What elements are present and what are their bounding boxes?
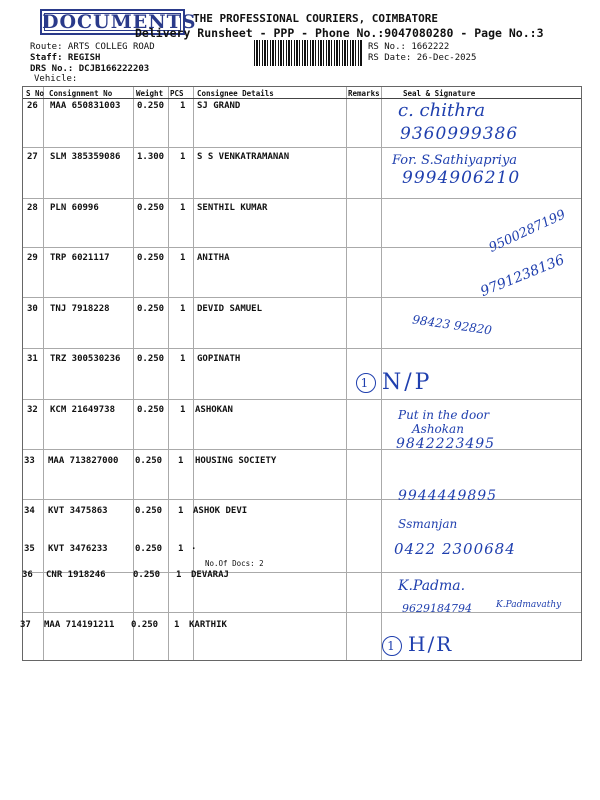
signature-26-name: c. chithra (398, 100, 486, 121)
cell-consignee: ANITHA (197, 253, 230, 263)
cell-pcs: 1 (180, 152, 186, 162)
signature-36-fullname: K.Padmavathy (496, 600, 562, 610)
signature-29-phone: 9791238136 (478, 251, 567, 301)
cell-consignment: SLM 385359086 (50, 152, 121, 162)
signature-34-name: Ssmanjan (398, 517, 458, 531)
header-weight: Weight (136, 89, 164, 98)
runsheet-subtitle: Delivery Runsheet - PPP - Phone No.:9047080280 - Page No.:3 (135, 26, 544, 40)
signature-32-name: Ashokan (412, 422, 464, 436)
cell-pcs: 1 (180, 304, 186, 314)
cell-consignee: DEVID SAMUEL (197, 304, 263, 314)
cell-sno: 33 (24, 456, 35, 466)
cell-weight: 0.250 (137, 405, 165, 415)
row-divider (23, 348, 581, 349)
route-text: Route: ARTS COLLEG ROAD (30, 42, 155, 52)
cell-sno: 27 (27, 152, 38, 162)
cell-weight: 0.250 (135, 456, 163, 466)
rs-no-text: RS No.: 1662222 (368, 42, 450, 52)
stamp-text: DOCUMENTS (42, 11, 197, 33)
cell-weight: 1.300 (137, 152, 165, 162)
cell-consignment: KCM 21649738 (50, 405, 116, 415)
circle-mark-icon: 1 (356, 373, 376, 393)
vehicle-text: Vehicle: (34, 74, 78, 84)
cell-consignee: SENTHIL KUMAR (197, 203, 268, 213)
cell-weight: 0.250 (137, 304, 165, 314)
header-pcs: PCS (170, 89, 184, 98)
cell-pcs: 1 (174, 620, 180, 630)
header-consignment: Consignment No (49, 89, 113, 98)
signature-35-phone: 0422 2300684 (394, 540, 516, 558)
cell-consignment: MAA 650831003 (50, 101, 121, 111)
cell-pcs: 1 (180, 405, 186, 415)
row-divider (23, 612, 581, 613)
cell-weight: 0.250 (131, 620, 159, 630)
signature-27-phone: 9994906210 (402, 168, 521, 188)
cell-sno: 31 (27, 354, 38, 364)
signature-27-name: For. S.Sathiyapriya (392, 153, 518, 168)
cell-pcs: 1 (176, 570, 182, 580)
cell-weight: 0.250 (133, 570, 161, 580)
header-sno: S No (26, 89, 45, 98)
cell-weight: 0.250 (135, 544, 163, 554)
row-divider (23, 198, 581, 199)
cell-consignment: KVT 3475863 (48, 506, 108, 516)
cell-sno: 37 (20, 620, 31, 630)
row-divider (23, 499, 581, 500)
signature-32-phone: 9842223495 (396, 436, 496, 452)
signature-26-phone: 9360999386 (400, 124, 519, 144)
signature-28-phone: 9500287199 (486, 207, 569, 256)
cell-pcs: 1 (180, 253, 186, 263)
cell-sno: 28 (27, 203, 38, 213)
cell-sno: 29 (27, 253, 38, 263)
signature-30-phone: 98423 92820 (411, 312, 493, 338)
cell-consignment: KVT 3476233 (48, 544, 108, 554)
signature-37-remark (382, 632, 453, 656)
header-consignee: Consignee Details (197, 89, 274, 98)
cell-consignee: GOPINATH (197, 354, 241, 364)
cell-consignee: ASHOK DEVI (193, 506, 248, 516)
cell-consignment: MAA 713827000 (48, 456, 119, 466)
signature-36-name: K.Padma. (398, 578, 466, 594)
cell-sno: 26 (27, 101, 38, 111)
rs-date-text: RS Date: 26-Dec-2025 (368, 53, 477, 63)
row-divider (23, 297, 581, 298)
circle-mark-icon: 1 (382, 636, 402, 656)
cell-pcs: 1 (180, 354, 186, 364)
cell-weight: 0.250 (137, 101, 165, 111)
cell-weight: 0.250 (137, 354, 165, 364)
signature-36-phone: 9629184794 (402, 602, 472, 615)
col-divider (168, 87, 169, 660)
cell-pcs: 1 (178, 506, 184, 516)
cell-weight: 0.250 (137, 253, 165, 263)
cell-consignee: ASHOKAN (195, 405, 233, 415)
cell-consignee: S S VENKATRAMANAN (197, 152, 290, 162)
row-divider (23, 572, 581, 573)
header-remarks: Remarks (348, 89, 380, 98)
company-title: THE PROFESSIONAL COURIERS, COIMBATORE (193, 12, 439, 25)
cell-consignee: SJ GRAND (197, 101, 241, 111)
cell-sno: 34 (24, 506, 35, 516)
cell-weight: 0.250 (137, 203, 165, 213)
cell-consignment: MAA 714191211 (44, 620, 115, 630)
drs-text: DRS No.: DCJB166222203 (30, 64, 150, 74)
signature-33-phone: 9944449895 (398, 488, 498, 504)
row-divider (23, 449, 581, 450)
cell-pcs: 1 (180, 101, 186, 111)
docs-count-note: No.Of Docs: 2 (205, 559, 264, 568)
signature-31-remark (356, 370, 432, 395)
col-divider (43, 87, 44, 660)
cell-pcs: 1 (178, 456, 184, 466)
header-divider (23, 98, 581, 99)
col-divider (346, 87, 347, 660)
cell-sno: 30 (27, 304, 38, 314)
cell-sno: 36 (22, 570, 33, 580)
cell-weight: 0.250 (135, 506, 163, 516)
header-seal: Seal & Signature (403, 89, 476, 98)
cell-pcs: 1 (178, 544, 184, 554)
signature-31-text: N/P (382, 370, 433, 395)
row-divider (23, 147, 581, 148)
cell-consignee: . (191, 542, 197, 552)
cell-consignment: TRZ 300530236 (50, 354, 121, 364)
cell-consignment: TRP 6021117 (50, 253, 110, 263)
cell-consignee: HOUSING SOCIETY (195, 456, 277, 466)
cell-consignment: PLN 60996 (50, 203, 99, 213)
cell-consignee: KARTHIK (189, 620, 227, 630)
cell-pcs: 1 (180, 203, 186, 213)
cell-sno: 32 (27, 405, 38, 415)
row-divider (23, 399, 581, 400)
cell-consignee: DEVARAJ (191, 570, 229, 580)
barcode (254, 40, 362, 66)
signature-32-note: Put in the door (398, 408, 490, 422)
cell-consignment: CNR 1918246 (46, 570, 106, 580)
signature-37-text: H/R (408, 632, 454, 656)
cell-sno: 35 (24, 544, 35, 554)
cell-consignment: TNJ 7918228 (50, 304, 110, 314)
staff-text: Staff: REGISH (30, 53, 101, 63)
